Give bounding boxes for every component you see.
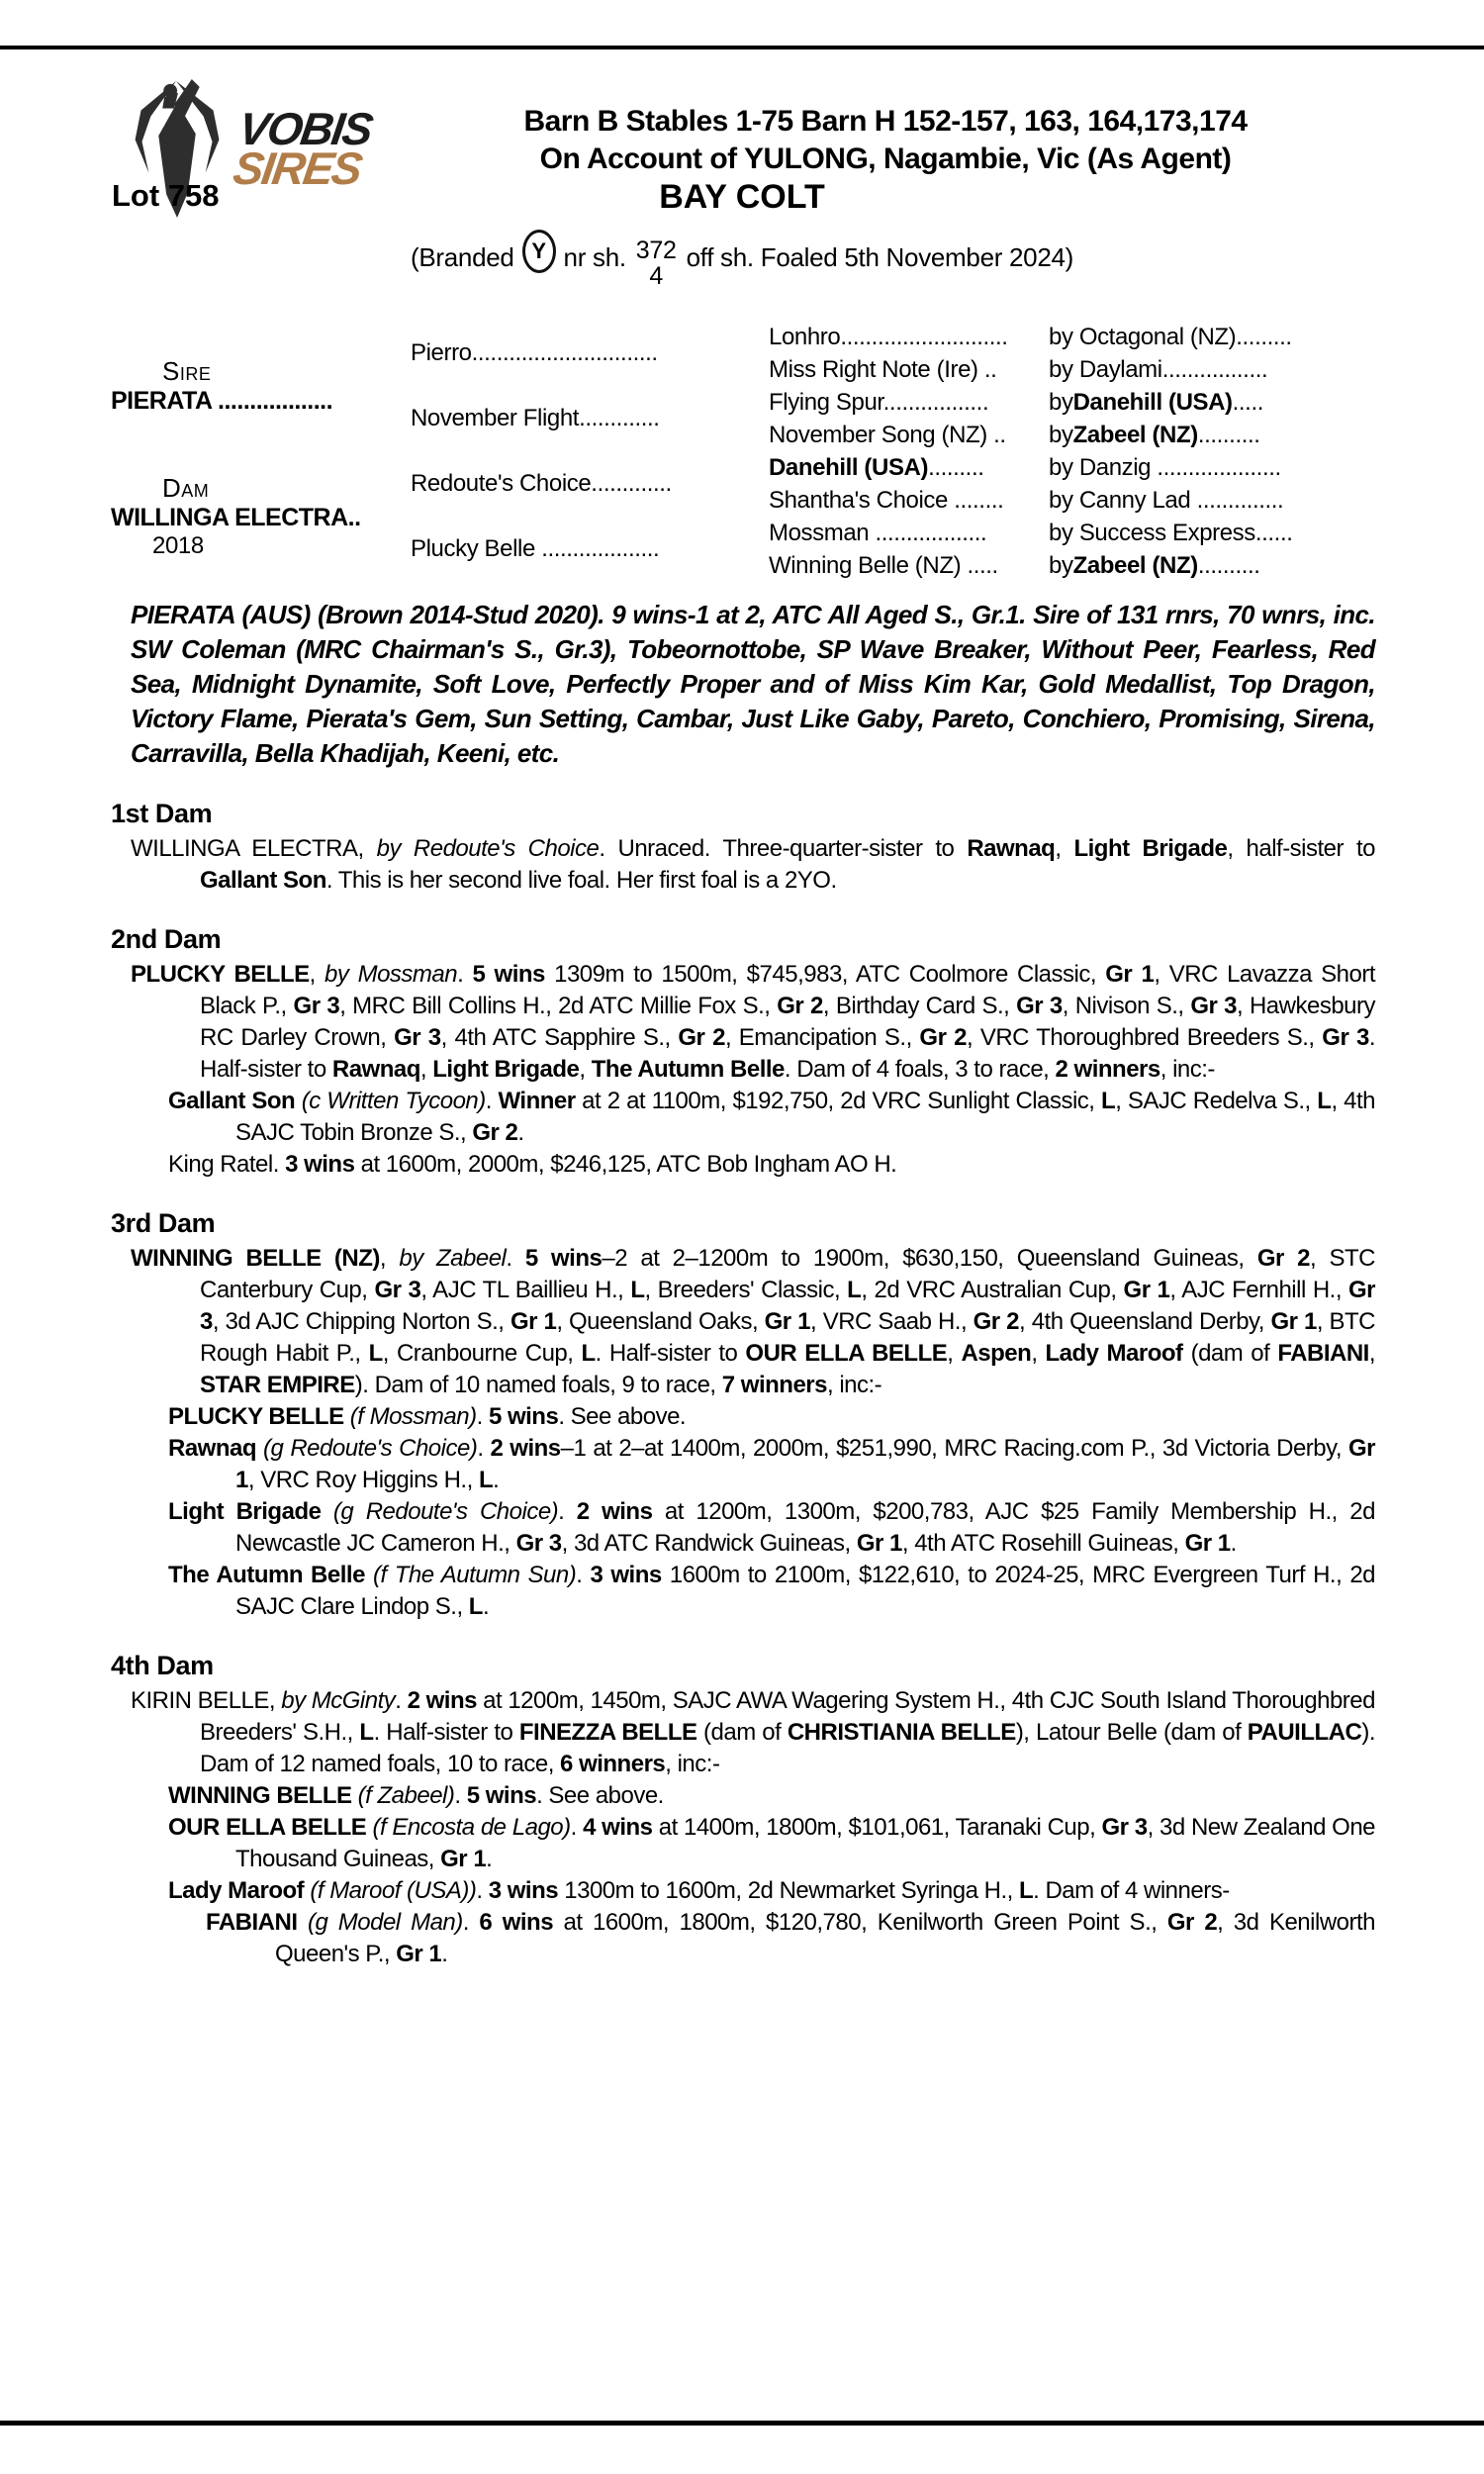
pedigree-ancestor-gen3: Danehill (USA) .........	[769, 453, 984, 481]
tattoo-bottom: 4	[649, 262, 663, 290]
pedigree-ancestor-gen4: by Danzig ....................	[1049, 453, 1281, 481]
dam-year: 2018	[152, 532, 204, 559]
branded-suffix: off sh. Foaled 5th November 2024)	[686, 241, 1074, 272]
progeny-paragraph: Rawnaq (g Redoute's Choice). 2 wins–1 at 2–at 1400m, 2000m, $251,990, MRC Racing.com P., 3d Victoria Derby, Gr 1, VRC Roy Higgins H., L.	[168, 1435, 1376, 1493]
lot-title-row	[0, 178, 1484, 226]
logo-word-vobis: VOBIS	[235, 103, 375, 154]
dam-paragraph: PLUCKY BELLE, by Mossman. 5 wins 1309m to 1500m, $745,983, ATC Coolmore Classic, Gr 1, VRC Lavazza Short Black P., Gr 3, MRC Bill Collins H., 2d ATC Millie Fox S., Gr 2, Birthday Card S., Gr 3, Nivison S., Gr 3, Hawkesbury RC Darley Crown, Gr 3, 4th ATC Sapphire S., Gr 2, Emancipation S., Gr 2, VRC Thoroughbred Breeders S., Gr 3. Half-sister to Rawnaq, Light Brigade, The Autumn Belle. Dam of 4 foals, 3 to race, 2 winners, inc:-	[131, 961, 1376, 1083]
pedigree-ancestor-gen4: by Zabeel (NZ) ..........	[1049, 551, 1260, 579]
progeny-paragraph: Gallant Son (c Written Tycoon). Winner at 2 at 1100m, $192,750, 2d VRC Sunlight Classic, L, SAJC Redelva S., L, 4th SAJC Tobin Bronze S., Gr 2.	[168, 1088, 1376, 1146]
pedigree-ancestor-gen3: Mossman ..................	[769, 519, 987, 546]
top-rule	[0, 46, 1484, 49]
pedigree-sire-cell	[111, 321, 411, 451]
dam-section-heading: 4th Dam	[111, 1651, 214, 1680]
catalogue-body	[0, 598, 1484, 1970]
sire-label: Sire	[162, 356, 212, 386]
barn-line: Barn B Stables 1-75 Barn H 152-157, 163, 164,173,174	[523, 105, 1248, 138]
progeny-paragraph: FABIANI (g Model Man). 6 wins at 1600m, 1800m, $120,780, Kenilworth Green Point S., Gr 2, 3d Kenilworth Queen's P., Gr 1.	[206, 1909, 1376, 1967]
pedigree-ancestor-gen3: Lonhro...........................	[769, 323, 1008, 350]
lot-number: Lot 758	[112, 178, 220, 213]
pedigree-ancestor-gen3: Winning Belle (NZ) .....	[769, 551, 998, 579]
dam-paragraph: WILLINGA ELECTRA, by Redoute's Choice. Unraced. Three-quarter-sister to Rawnaq, Light Brigade, half-sister to Gallant Son. This is her second live foal. Her first foal is a 2YO.	[131, 835, 1375, 894]
branded-mid: nr sh.	[563, 241, 626, 272]
pedigree-ancestor-gen3: November Song (NZ) ..	[769, 421, 1006, 448]
dam-name: WILLINGA ELECTRA..	[111, 504, 361, 531]
bottom-rule	[0, 2421, 1484, 2426]
dam-section-heading: 1st Dam	[111, 799, 213, 828]
sire-name: PIERATA ..................	[111, 387, 333, 415]
account-line: On Account of YULONG, Nagambie, Vic (As Agent)	[539, 143, 1232, 175]
pedigree-ancestor-gen4: by Zabeel (NZ) ..........	[1049, 421, 1260, 448]
pedigree-ancestor-gen2: Redoute's Choice.............	[411, 470, 672, 497]
dam-section-2	[111, 924, 1375, 1181]
logo-word-sires: SIRES	[230, 143, 364, 194]
pedigree-ancestor-gen3: Miss Right Note (Ire) ..	[769, 355, 997, 383]
pedigree-ancestor-gen3: Shantha's Choice ........	[769, 486, 1004, 514]
progeny-paragraph: The Autumn Belle (f The Autumn Sun). 3 wins 1600m to 2100m, $122,610, to 2024-25, MRC Evergreen Turf H., 2d SAJC Clare Lindop S., L.	[168, 1562, 1376, 1620]
progeny-paragraph: WINNING BELLE (f Zabeel). 5 wins. See above.	[168, 1782, 664, 1809]
sire-summary: PIERATA (AUS) (Brown 2014-Stud 2020). 9 wins-1 at 2, ATC All Aged S., Gr.1. Sire of 131 rnrs, 70 wnrs, inc. SW Coleman (MRC Chairman's S., Gr.3), Tobeornottobe, SP Wave Breaker, Without Peer, Fearless, Red Sea, Midnight Dynamite, Soft Love, Perfectly Proper and of Miss Kim Kar, Gold Medallist, Top Dragon, Victory Flame, Pierata's Gem, Sun Setting, Cambar, Just Like Gaby, Pareto, Conchiero, Promising, Sirena, Carravilla, Bella Khadijah, Keeni, etc.	[131, 600, 1375, 768]
progeny-paragraph: King Ratel. 3 wins at 1600m, 2000m, $246,125, ATC Bob Ingham AO H.	[168, 1151, 897, 1178]
pedigree-ancestor-gen4: by Octagonal (NZ).........	[1049, 323, 1292, 350]
dam-section-3	[111, 1208, 1375, 1623]
pedigree-ancestor-gen4: by Danehill (USA) .....	[1049, 388, 1263, 416]
dam-paragraph: KIRIN BELLE, by McGinty. 2 wins at 1200m, 1450m, SAJC AWA Wagering System H., 4th CJC South Island Thoroughbred Breeders' S.H., L. Half-sister to FINEZZA BELLE (dam of CHRISTIANIA BELLE), Latour Belle (dam of PAUILLAC). Dam of 12 named foals, 10 to race, 6 winners, inc:-	[131, 1687, 1375, 1777]
dam-section-heading: 2nd Dam	[111, 924, 222, 954]
dam-paragraph: WINNING BELLE (NZ), by Zabeel. 5 wins–2 at 2–1200m to 1900m, $630,150, Queensland Guineas, Gr 2, STC Canterbury Cup, Gr 3, AJC TL Baillieu H., L, Breeders' Classic, L, 2d VRC Australian Cup, Gr 1, AJC Fernhill H., Gr 3, 3d AJC Chipping Norton S., Gr 1, Queensland Oaks, Gr 1, VRC Saab H., Gr 2, 4th Queensland Derby, Gr 1, BTC Rough Habit P., L, Cranbourne Cup, L. Half-sister to OUR ELLA BELLE, Aspen, Lady Maroof (dam of FABIANI, STAR EMPIRE). Dam of 10 named foals, 9 to race, 7 winners, inc:-	[131, 1245, 1376, 1398]
dam-section-4	[111, 1651, 1375, 1970]
dam-section-heading: 3rd Dam	[111, 1208, 216, 1238]
branded-prefix: (Branded	[410, 241, 514, 272]
pedigree-ancestor-gen4: by Daylami.................	[1049, 355, 1268, 383]
progeny-paragraph: Light Brigade (g Redoute's Choice). 2 wins at 1200m, 1300m, $200,783, AJC $25 Family Membership H., 2d Newcastle JC Cameron H., Gr 3, 3d ATC Randwick Guineas, Gr 1, 4th ATC Rosehill Guineas, Gr 1.	[168, 1498, 1375, 1557]
pedigree-ancestor-gen2: Plucky Belle ...................	[411, 535, 660, 562]
pedigree-ancestor-gen2: Pierro..............................	[411, 339, 658, 366]
tattoo-top: 372	[635, 237, 677, 264]
pedigree-dam-cell	[111, 451, 411, 582]
progeny-paragraph: PLUCKY BELLE (f Mossman). 5 wins. See above.	[168, 1403, 687, 1430]
progeny-paragraph: Lady Maroof (f Maroof (USA)). 3 wins 1300m to 1600m, 2d Newmarket Syringa H., L. Dam of 4 winners-	[168, 1877, 1230, 1904]
consignor-block	[326, 75, 1484, 176]
page-title: BAY COLT	[659, 178, 825, 216]
pedigree-ancestor-gen4: by Success Express......	[1049, 519, 1293, 546]
progeny-paragraph: OUR ELLA BELLE (f Encosta de Lago). 4 wins at 1400m, 1800m, $101,061, Taranaki Cup, Gr 3, 3d New Zealand One Thousand Guineas, Gr 1.	[168, 1814, 1376, 1872]
dam-label: Dam	[162, 473, 210, 503]
pedigree-ancestor-gen4: by Canny Lad ..............	[1049, 486, 1284, 514]
tattoo-number	[636, 238, 677, 289]
pedigree-table	[111, 321, 1375, 582]
pedigree-ancestor-gen3: Flying Spur.................	[769, 388, 989, 416]
dam-section-1	[111, 799, 1375, 897]
branded-line	[0, 234, 1484, 311]
pedigree-ancestor-gen2: November Flight.............	[411, 405, 660, 431]
brand-icon: Y	[522, 230, 556, 273]
